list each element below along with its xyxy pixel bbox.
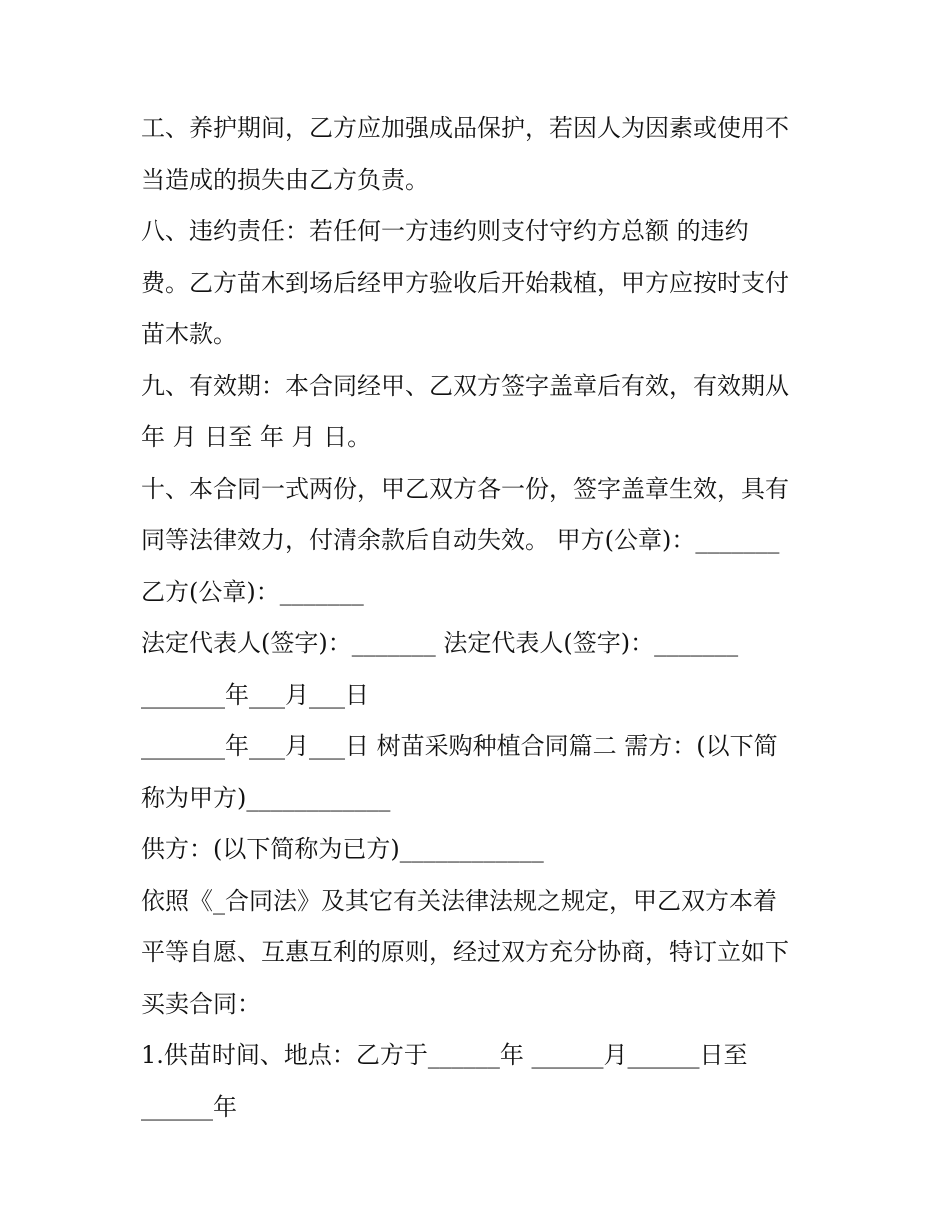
text-line: 法定代表人(签字)：_______ 法定代表人(签字)：_______	[141, 629, 739, 657]
text-line: 供方：(以下简称为已方)____________	[141, 835, 544, 863]
text-line: 称为甲方)____________	[141, 783, 391, 812]
document-page	[141, 103, 831, 1133]
text-line: 费。乙方苗木到场后经甲方验收后开始栽植，甲方应按时支付	[141, 268, 789, 297]
text-line: 苗木款。	[141, 320, 237, 348]
text-line: _______年___月___日 树苗采购种植合同篇二 需方：(以下简	[141, 732, 778, 760]
text-line: 平等自愿、互惠互利的原则，经过双方充分协商，特订立如下	[141, 938, 789, 966]
text-line: ______年	[141, 1092, 237, 1121]
text-line: 当造成的损失由乙方负责。	[141, 165, 429, 194]
text-line: _______年___月___日	[141, 680, 369, 709]
text-line: 1.供苗时间、地点：乙方于______年 ______月______日至	[141, 1041, 748, 1069]
text-line: 十、本合同一式两份，甲乙双方各一份，签字盖章生效，具有	[141, 474, 789, 503]
text-line: 买卖合同：	[141, 989, 261, 1018]
text-line: 依照《_合同法》及其它有关法律法规之规定，甲乙双方本着	[141, 886, 777, 915]
text-line: 九、有效期：本合同经甲、乙双方签字盖章后有效，有效期从	[141, 371, 789, 400]
text-line: 八、违约责任：若任何一方违约则支付守约方总额 的违约	[141, 217, 749, 245]
text-line: 工、养护期间，乙方应加强成品保护，若因人为因素或使用不	[141, 114, 789, 142]
text-line: 年 月 日至 年 月 日。	[141, 423, 372, 451]
text-line: 同等法律效力，付清余款后自动失效。 甲方(公章)：_______	[141, 526, 780, 554]
text-line: 乙方(公章)：_______	[141, 577, 364, 606]
